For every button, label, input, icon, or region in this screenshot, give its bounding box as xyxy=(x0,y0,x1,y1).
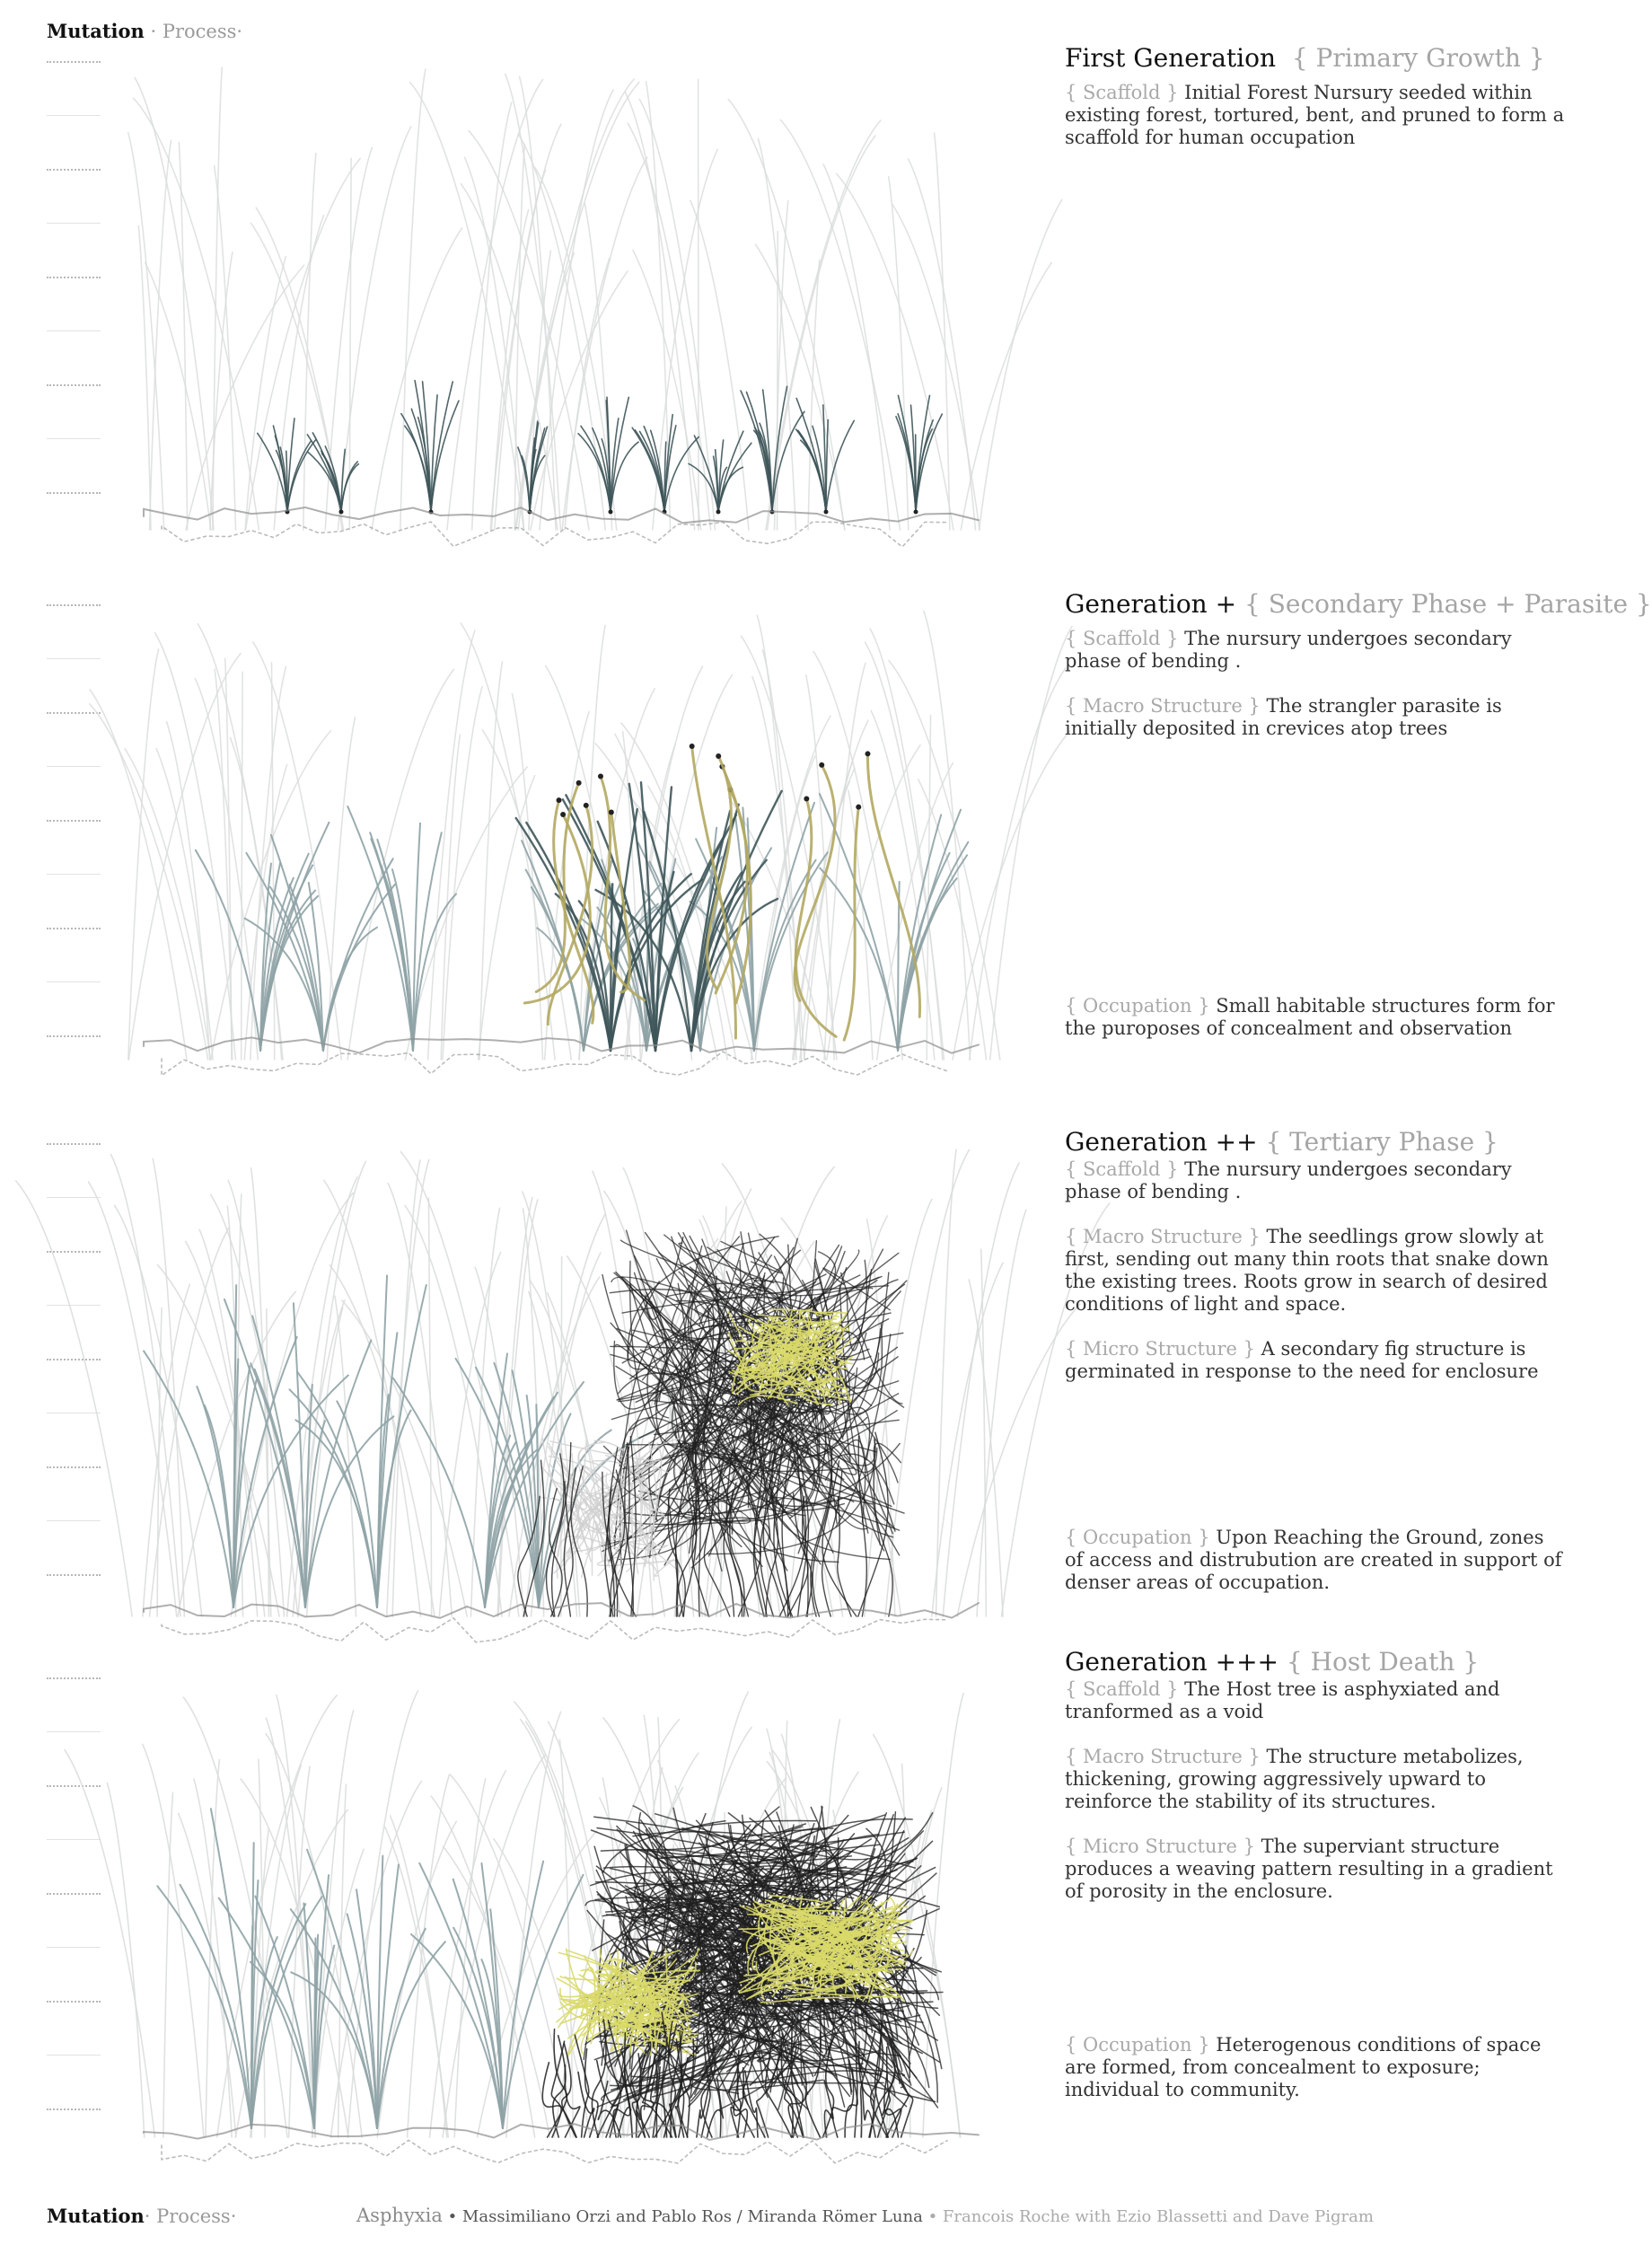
occupation-tag: { Occupation } xyxy=(1065,1527,1210,1548)
drawing-stroke xyxy=(156,749,213,1060)
drawing-stroke xyxy=(315,1711,354,2137)
drawing-node xyxy=(576,780,582,786)
scaffold-text: The Host tree is asphyxiated and tranformed as a void xyxy=(1065,1678,1500,1722)
header-title: Mutation xyxy=(47,20,145,42)
macro-structure-tag: { Macro Structure } xyxy=(1065,1226,1261,1247)
scaffold-text: The nursury undergoes secondary phase of bending . xyxy=(1065,628,1512,672)
drawing-stroke xyxy=(307,435,341,512)
margin-ticks xyxy=(47,0,101,2155)
drawing-node xyxy=(557,797,562,803)
margin-tick xyxy=(47,1197,101,1198)
margin-tick xyxy=(47,1305,101,1306)
micro-structure-paragraph xyxy=(1065,1338,1568,1383)
panel-heading xyxy=(1065,1647,1568,1677)
drawing-stroke xyxy=(526,1721,625,2137)
margin-tick xyxy=(47,61,101,63)
micro-structure-text: A secondary fig structure is germinated in response to the need for enclosure xyxy=(1065,1338,1539,1382)
drawing-stroke xyxy=(211,1194,298,1616)
footer-subtitle: Process· xyxy=(156,2205,237,2227)
panel-generation-plus xyxy=(1065,589,1652,762)
occupation-paragraph-2 xyxy=(1065,995,1568,1040)
margin-tick xyxy=(47,1839,101,1840)
drawing-stroke xyxy=(990,626,1072,1060)
margin-tick xyxy=(47,1143,101,1145)
margin-tick xyxy=(47,766,101,767)
drawing-stroke xyxy=(924,611,971,1060)
macro-structure-paragraph xyxy=(1065,1226,1568,1316)
drawing-stroke xyxy=(827,745,920,1060)
margin-tick xyxy=(47,330,101,331)
scaffold-tag: { Scaffold } xyxy=(1065,82,1179,103)
occupation-text: Upon Reaching the Ground, zones of access and distrubution are created in support of denser areas of occupation. xyxy=(1065,1527,1562,1593)
drawing-node xyxy=(690,744,695,749)
forest-drawing-1 xyxy=(108,45,1032,593)
drawing-stroke xyxy=(108,1783,145,2137)
micro-structure-paragraph xyxy=(1065,1836,1568,1903)
drawing-stroke xyxy=(128,133,164,530)
drawing-stroke xyxy=(406,767,528,1060)
drawing-stroke xyxy=(746,392,772,512)
drawing-stroke xyxy=(338,1784,347,2137)
drawing-stroke xyxy=(377,1821,456,2137)
margin-tick xyxy=(47,1677,101,1679)
project-advisors: • Francois Roche with Ezio Blassetti and Dave Pigram xyxy=(927,2207,1374,2226)
drawing-stroke xyxy=(780,119,900,530)
drawing-stroke xyxy=(824,664,866,1060)
drawing-stroke xyxy=(441,735,460,1060)
drawing-stroke xyxy=(134,99,259,531)
drawing-stroke xyxy=(512,694,542,1060)
panel-generation-plus-plus xyxy=(1065,1127,1568,1405)
drawing-node xyxy=(716,510,721,515)
drawing-stroke xyxy=(144,1037,979,1052)
drawing-generation-plus-plus xyxy=(108,1131,1032,1670)
drawing-stroke xyxy=(844,807,858,1040)
drawing-stroke xyxy=(125,749,210,1060)
margin-tick xyxy=(47,1731,101,1732)
footer-separator: · xyxy=(144,2205,157,2227)
margin-tick xyxy=(47,1574,101,1576)
drawing-node xyxy=(914,510,918,515)
drawing-stroke xyxy=(347,669,453,1060)
macro-structure-text: The strangler parasite is initially deposited in crevices atop trees xyxy=(1065,695,1502,739)
drawing-stroke xyxy=(961,262,1051,530)
margin-tick xyxy=(47,1947,101,1948)
drawing-stroke xyxy=(431,395,437,512)
drawing-stroke xyxy=(162,522,947,547)
drawing-node xyxy=(716,753,721,759)
drawing-stroke xyxy=(447,80,543,530)
margin-tick xyxy=(47,277,101,278)
drawing-stroke xyxy=(885,1149,970,1616)
micro-structure-tag: { Micro Structure } xyxy=(1065,1338,1255,1360)
page-footer xyxy=(47,2205,1573,2227)
margin-tick xyxy=(47,1785,101,1787)
occupation-paragraph-3 xyxy=(1065,1527,1568,1594)
drawing-stroke xyxy=(923,1694,963,2137)
drawing-stroke xyxy=(454,1779,485,2137)
drawing-first-generation xyxy=(108,45,1032,593)
drawing-stroke xyxy=(135,77,214,530)
drawing-stroke xyxy=(745,2071,758,2137)
drawing-stroke xyxy=(162,1618,947,1642)
drawing-stroke xyxy=(162,2140,947,2163)
drawing-stroke xyxy=(428,630,475,1060)
drawing-node xyxy=(856,805,861,810)
drawing-stroke xyxy=(431,1796,534,2137)
drawing-stroke xyxy=(179,143,187,530)
macro-structure-tag: { Macro Structure } xyxy=(1065,695,1261,717)
micro-structure-tag: { Micro Structure } xyxy=(1065,1836,1255,1857)
drawing-stroke xyxy=(540,90,613,530)
drawing-stroke xyxy=(461,623,555,1060)
drawing-stroke xyxy=(250,223,343,530)
panel-title: Generation +++ xyxy=(1065,1647,1279,1677)
scaffold-tag: { Scaffold } xyxy=(1065,1158,1179,1180)
scaffold-text: Initial Forest Nursury seeded within existing forest, tortured, bent, and pruned to form a scaffold for human occupation xyxy=(1065,82,1565,148)
drawing-stroke xyxy=(877,763,953,1060)
panel-subtitle: { Tertiary Phase } xyxy=(1265,1127,1498,1157)
drawing-stroke xyxy=(372,228,461,530)
margin-tick xyxy=(47,169,101,171)
scaffold-paragraph xyxy=(1065,82,1568,149)
drawing-stroke xyxy=(144,2124,979,2140)
micro-structure-text: The superviant structure produces a weaving pattern resulting in a gradient of porosity in the enclosure. xyxy=(1065,1836,1553,1902)
macro-structure-paragraph xyxy=(1065,1746,1568,1813)
panel-title: Generation + xyxy=(1065,589,1237,619)
panel-title: First Generation xyxy=(1065,43,1277,73)
drawing-stroke xyxy=(255,1369,305,1607)
drawing-stroke xyxy=(932,1263,1003,1616)
margin-tick xyxy=(47,1359,101,1360)
drawing-stroke xyxy=(337,1401,377,1607)
drawing-stroke xyxy=(338,127,410,530)
occupation-tag: { Occupation } xyxy=(1065,995,1210,1017)
drawing-node xyxy=(598,774,603,779)
panel-subtitle: { Host Death } xyxy=(1286,1647,1480,1677)
scaffold-paragraph xyxy=(1065,1158,1568,1203)
drawing-node xyxy=(609,510,613,515)
margin-tick xyxy=(47,2055,101,2056)
occupation-text: Small habitable structures form for the puroposes of concealment and observation xyxy=(1065,995,1555,1039)
margin-tick xyxy=(47,1035,101,1037)
drawing-node xyxy=(560,812,566,817)
drawing-stroke xyxy=(795,765,835,1000)
project-authors: • Massimiliano Orzi and Pablo Ros / Miranda Römer Luna xyxy=(447,2207,923,2226)
drawing-node xyxy=(584,803,589,808)
drawing-stroke xyxy=(377,1929,426,2128)
drawing-stroke xyxy=(506,1712,561,2137)
margin-tick xyxy=(47,604,101,606)
drawing-node xyxy=(339,510,344,515)
margin-tick xyxy=(47,1466,101,1468)
occupation-text: Heterogenous conditions of space are formed, from concealment to exposure; individual to community. xyxy=(1065,2034,1542,2100)
drawing-node xyxy=(819,762,824,768)
drawing-node xyxy=(609,810,614,815)
footer-title: Mutation xyxy=(47,2205,145,2227)
margin-tick xyxy=(47,1251,101,1253)
forest-drawing-3 xyxy=(108,1131,1032,1670)
occupation-paragraph-4 xyxy=(1065,2034,1568,2101)
margin-tick xyxy=(47,223,101,224)
margin-tick xyxy=(47,874,101,875)
drawing-stroke xyxy=(370,832,413,1051)
project-name: Asphyxia xyxy=(356,2205,443,2226)
scaffold-tag: { Scaffold } xyxy=(1065,628,1179,649)
drawing-stroke xyxy=(479,662,502,1060)
scaffold-paragraph xyxy=(1065,628,1568,673)
drawing-node xyxy=(824,510,829,515)
panel-title: Generation ++ xyxy=(1065,1127,1258,1157)
margin-tick xyxy=(47,438,101,439)
panel-heading xyxy=(1065,589,1652,619)
drawing-stroke xyxy=(145,262,211,530)
margin-tick xyxy=(47,658,101,659)
macro-structure-tag: { Macro Structure } xyxy=(1065,1746,1261,1767)
header-subtitle: Process· xyxy=(162,21,243,42)
drawing-stroke xyxy=(272,663,275,1060)
drawing-node xyxy=(865,751,870,756)
macro-structure-text: The structure metabolizes, thickening, growing aggressively upward to reinforce the stability of its structures. xyxy=(1065,1746,1524,1812)
drawing-stroke xyxy=(128,649,159,1060)
drawing-stroke xyxy=(90,690,187,1060)
margin-tick xyxy=(47,2109,101,2110)
margin-tick xyxy=(47,2001,101,2003)
drawing-stroke xyxy=(562,157,647,530)
panel-generation-plus-plus-plus xyxy=(1065,1647,1568,1925)
margin-tick xyxy=(47,492,101,494)
drawing-stroke xyxy=(335,1296,356,1616)
drawing-stroke xyxy=(479,776,535,1060)
drawing-stroke xyxy=(970,668,1066,1060)
drawing-stroke xyxy=(936,1149,956,1616)
drawing-generation-plus-plus-plus xyxy=(108,1670,1032,2173)
margin-tick xyxy=(47,928,101,929)
margin-tick xyxy=(47,115,101,116)
drawing-node xyxy=(804,796,809,801)
margin-tick xyxy=(47,820,101,822)
footer-credits xyxy=(356,2205,1374,2226)
margin-tick xyxy=(47,1893,101,1895)
margin-tick xyxy=(47,384,101,386)
drawing-stroke xyxy=(144,507,979,523)
margin-tick xyxy=(47,712,101,714)
panel-heading xyxy=(1065,43,1568,73)
scaffold-tag: { Scaffold } xyxy=(1065,1678,1179,1700)
occupation-tag: { Occupation } xyxy=(1065,2034,1210,2056)
margin-tick xyxy=(47,1520,101,1521)
drawing-stroke xyxy=(388,1184,452,1616)
forest-drawing-4 xyxy=(108,1670,1032,2173)
drawing-stroke xyxy=(837,173,953,530)
drawing-stroke xyxy=(323,858,393,1051)
drawing-stroke xyxy=(581,426,611,512)
panel-subtitle: { Secondary Phase + Parasite } xyxy=(1243,589,1652,619)
macro-structure-text: The seedlings grow slowly at first, sending out many thin roots that snake down the existing trees. Roots grow in search of desired conditions of light and space. xyxy=(1065,1226,1549,1315)
forest-drawing-2 xyxy=(108,593,1032,1131)
macro-structure-paragraph xyxy=(1065,695,1568,740)
drawing-stroke xyxy=(957,1304,1080,1616)
scaffold-paragraph xyxy=(1065,1678,1568,1723)
panel-subtitle: { Primary Growth } xyxy=(1291,43,1545,73)
scaffold-text: The nursury undergoes secondary phase of bending . xyxy=(1065,1158,1512,1202)
drawing-generation-plus xyxy=(108,593,1032,1131)
drawing-stroke xyxy=(585,2049,598,2137)
header-separator: · xyxy=(144,21,163,42)
drawing-stroke xyxy=(287,418,294,512)
panel-heading xyxy=(1065,1127,1568,1157)
drawing-stroke xyxy=(980,199,1062,530)
drawing-stroke xyxy=(741,636,837,1060)
panel-first-generation xyxy=(1065,43,1568,172)
